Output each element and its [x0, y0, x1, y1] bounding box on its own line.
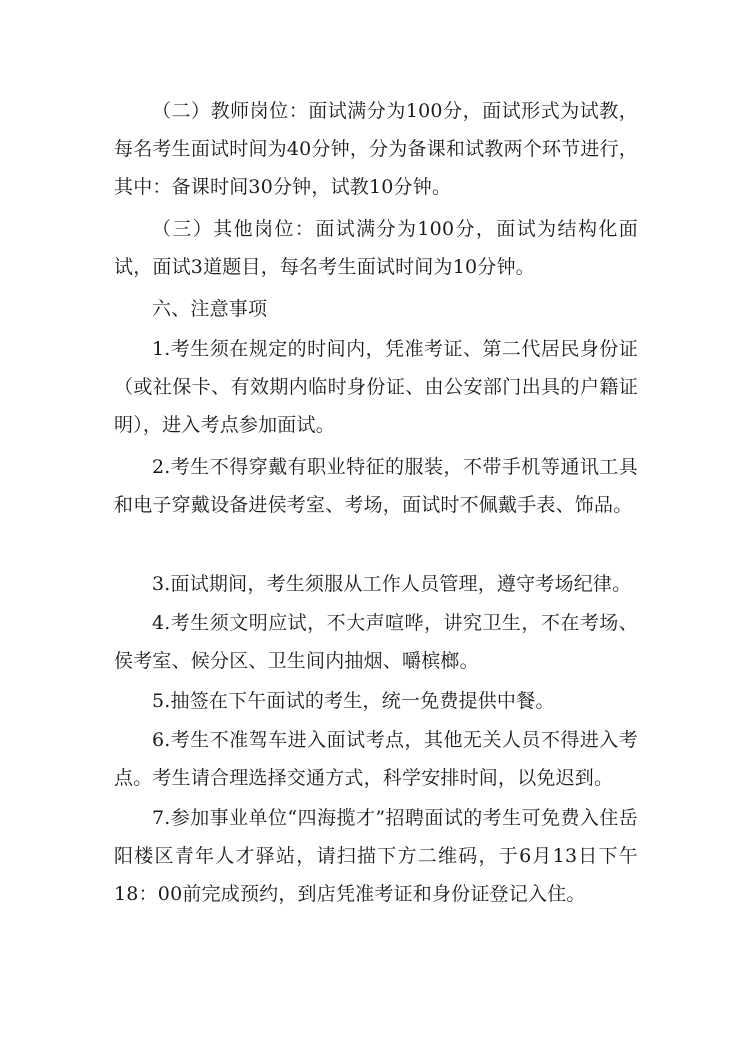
- paragraph-teacher-position: （二）教师岗位：面试满分为100分，面试形式为试教，每名考生面试时间为40分钟，分为备课和试教两个环节进行，其中：备课时间30分钟，试教10分钟。: [114, 100, 638, 199]
- paragraph-note-1: 1.考生须在规定的时间内，凭准考证、第二代居民身份证（或社保卡、有效期内临时身份证、由公安部门出具的户籍证明），进入考点参加面试。: [114, 338, 638, 437]
- paragraph-note-6: 6.考生不准驾车进入面试考点，其他无关人员不得进入考点。考生请合理选择交通方式，科学安排时间，以免迟到。: [114, 729, 638, 790]
- paragraph-note-2: 2.考生不得穿戴有职业特征的服装，不带手机等通讯工具和电子穿戴设备进侯考室、考场，面试时不佩戴手表、饰品。: [114, 456, 638, 517]
- paragraph-note-5: 5.抽签在下午面试的考生，统一免费提供中餐。: [152, 690, 555, 712]
- section-heading-notes: 六、注意事项: [152, 298, 268, 320]
- paragraph-note-7: 7.参加事业单位“四海揽才”招聘面试的考生可免费入住岳阳楼区青年人才驿站，请扫描下方二维码，于6月13日下午18：00前完成预约，到店凭准考证和身份证登记入住。: [114, 807, 638, 906]
- paragraph-note-3: 3.面试期间，考生须服从工作人员管理，遵守考场纪律。: [152, 573, 632, 595]
- paragraph-other-positions: （三）其他岗位：面试满分为100分，面试为结构化面试，面试3道题目，每名考生面试时间为10分钟。: [114, 218, 638, 279]
- paragraph-note-4: 4.考生须文明应试，不大声喧哗，讲究卫生，不在考场、侯考室、候分区、卫生间内抽烟、嚼槟榔。: [114, 612, 638, 673]
